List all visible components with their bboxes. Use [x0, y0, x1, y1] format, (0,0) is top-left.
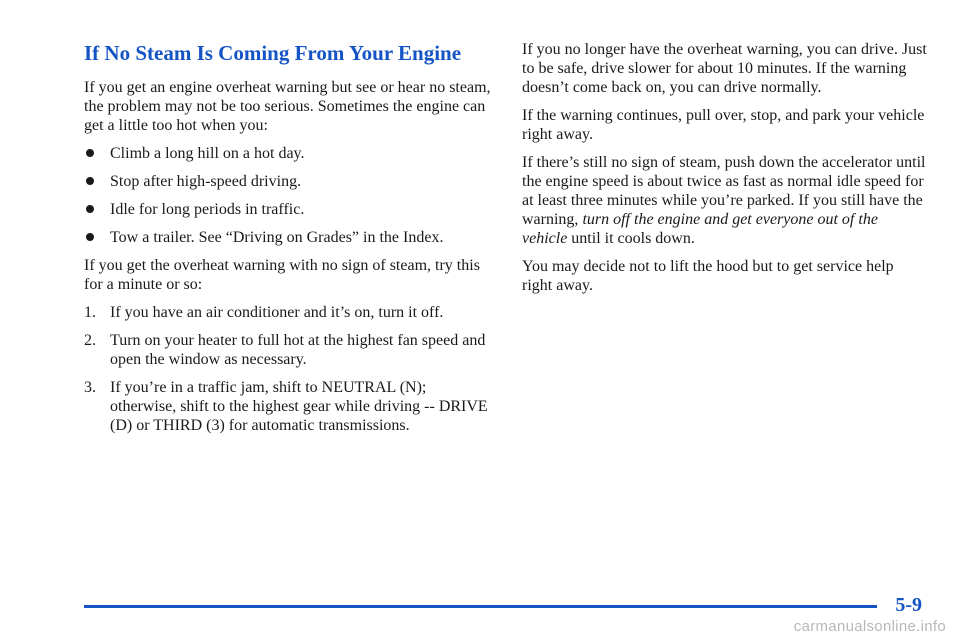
left-column [84, 40, 494, 444]
paragraph-warning-continues: If the warning continues, pull over, stop, and park your vehicle right away. [522, 107, 925, 143]
bullet-icon [86, 233, 94, 241]
emphasis-text: turn off the engine and get everyone out of the vehicle [522, 211, 878, 247]
bullet-text: Tow a trailer. See “Driving on Grades” in the Index. [110, 229, 444, 246]
watermark: carmanualsonline.info [793, 618, 946, 635]
step-item [84, 378, 494, 435]
step-item [84, 331, 494, 369]
step-number: 2. [84, 332, 96, 349]
right-column [522, 40, 927, 304]
footer-rule [84, 605, 877, 608]
intro-paragraph: If you get an engine overheat warning but see or hear no steam, the problem may not be too serious. Sometimes the engine can get a little too hot when you: [84, 79, 491, 134]
bullet-text: Stop after high‐speed driving. [110, 173, 302, 190]
paragraph-text: If there’s still no sign of steam, push down the accelerator until the engine speed is about twice as fast as normal idle speed for at least three minutes while you’re parked. If you still have the warning, [522, 154, 926, 228]
bullet-item [84, 228, 494, 247]
bullet-icon [86, 177, 94, 185]
paragraph-text: until it cools down. [567, 230, 695, 247]
page-number: 5-9 [895, 594, 922, 616]
try-paragraph: If you get the overheat warning with no sign of steam, try this for a minute or so: [84, 257, 480, 293]
paragraph-still-no-steam [522, 153, 927, 248]
step-text: Turn on your heater to full hot at the highest fan speed and open the window as necessary. [110, 332, 486, 368]
bullet-item [84, 172, 494, 191]
bullet-item [84, 200, 494, 219]
paragraph-no-warning: If you no longer have the overheat warning, you can drive. Just to be safe, drive slower for about 10 minutes. If the warning doesn’t come back on, you can drive normally. [522, 41, 927, 96]
bullet-item [84, 144, 494, 163]
step-item [84, 303, 494, 322]
step-list [84, 303, 494, 435]
bullet-icon [86, 149, 94, 157]
bullet-list [84, 144, 494, 247]
paragraph-service: You may decide not to lift the hood but to get service help right away. [522, 258, 894, 294]
bullet-text: Climb a long hill on a hot day. [110, 145, 305, 162]
step-text: If you have an air conditioner and it’s on, turn it off. [110, 304, 444, 321]
step-number: 1. [84, 304, 96, 321]
step-number: 3. [84, 379, 96, 396]
bullet-text: Idle for long periods in traffic. [110, 201, 305, 218]
bullet-icon [86, 205, 94, 213]
section-heading: If No Steam Is Coming From Your Engine [84, 41, 462, 65]
step-text: If you’re in a traffic jam, shift to NEUTRAL (N); otherwise, shift to the highest gear while driving -- DRIVE (D) or THIRD (3) for automatic transmissions. [110, 379, 488, 434]
